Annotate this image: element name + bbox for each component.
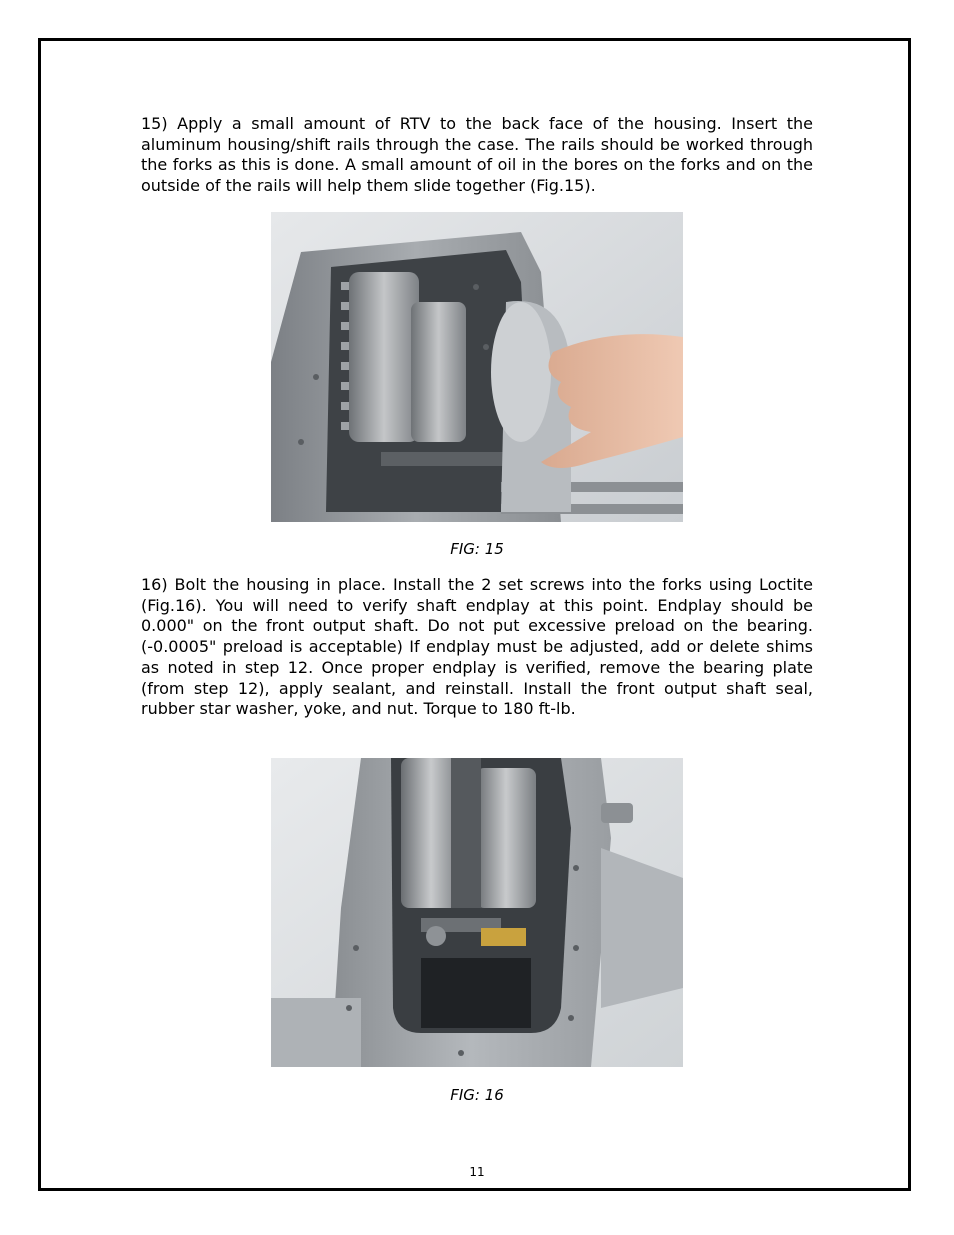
step-16-text: 16) Bolt the housing in place. Install the 2 set screws into the forks using Loctite (Fig.16). You will need to verify shaft endplay at this point. Endplay should be 0.000" on the front output shaft. Do not put excessive preload on the bearing. (-0.0005" preload is acceptable) If endplay must be adjusted, add or delete shims as noted in step 12. Once proper endplay is verified, remove the bearing plate (from step 12), apply sealant, and reinstall. Install the front output shaft seal, rubber star washer, yoke, and nut. Torque to 180 ft-lb. (141, 575, 813, 719)
figure-16-photo (271, 758, 683, 1067)
page-number: 11 (469, 1165, 485, 1179)
figure-15-caption: FIG: 15 (450, 540, 504, 558)
step-15-text: 15) Apply a small amount of RTV to the back face of the housing. Insert the aluminum housing/shift rails through the case. The rails should be worked through the forks as this is done. A small amount of oil in the bores on the forks and on the outside of the rails will help them slide together (Fig.15). (141, 114, 813, 196)
transfer-case-housing-install-photo (271, 212, 683, 522)
figure-16-caption: FIG: 16 (450, 1086, 504, 1104)
figure-15-photo (271, 212, 683, 522)
transfer-case-housing-bolted-photo (271, 758, 683, 1067)
